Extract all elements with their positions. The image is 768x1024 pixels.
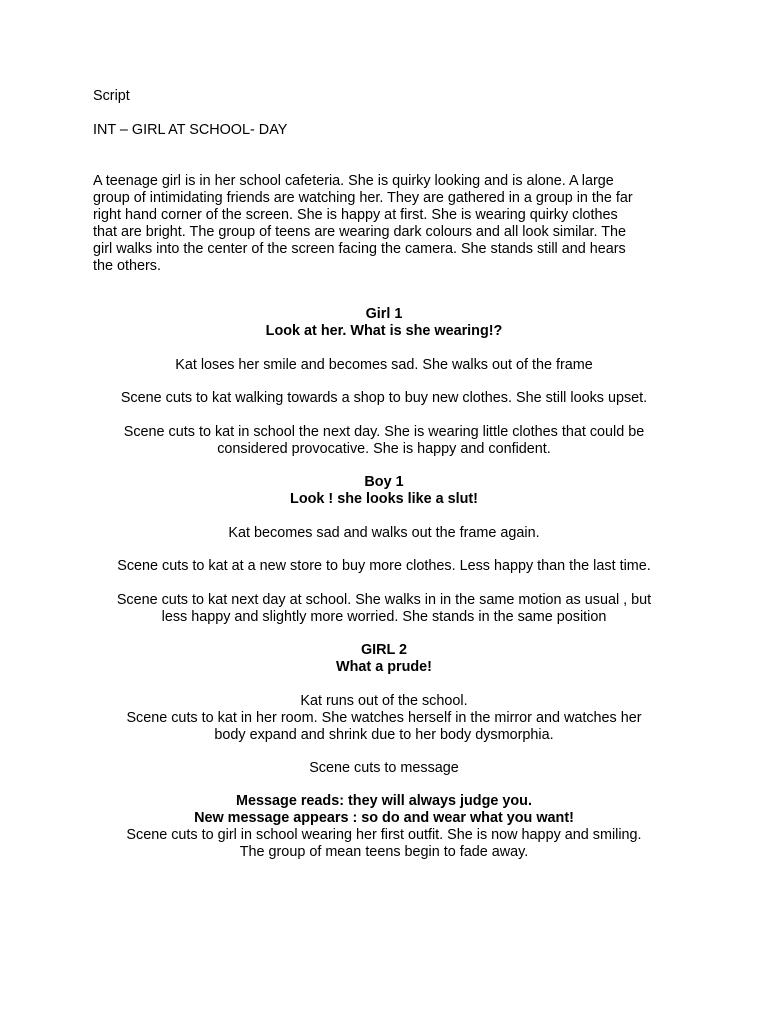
action-line: Scene cuts to kat in her room. She watches herself in the mirror and watches her bbox=[126, 710, 642, 726]
intro-line: the others. bbox=[93, 258, 161, 274]
dialogue-line: What a prude! bbox=[336, 659, 432, 675]
action-line: body expand and shrink due to her body dysmorphia. bbox=[214, 727, 554, 743]
intro-line: that are bright. The group of teens are wearing dark colours and all look similar. The bbox=[93, 224, 627, 240]
character-name: GIRL 2 bbox=[360, 642, 408, 658]
dialogue-line: Look ! she looks like a slut! bbox=[290, 491, 478, 507]
intro-line: A teenage girl is in her school cafeteria. She is quirky looking and is alone. A large bbox=[93, 173, 614, 189]
message-line: Message reads: they will always judge you. bbox=[236, 793, 532, 809]
intro-line: right hand corner of the screen. She is happy at first. She is wearing quirky clothes bbox=[93, 207, 618, 223]
character-name: Girl 1 bbox=[365, 306, 403, 322]
dialogue-girl1 bbox=[0, 306, 768, 340]
action-line: Scene cuts to girl in school wearing her first outfit. She is now happy and smiling. bbox=[126, 827, 642, 843]
action-line: The group of mean teens begin to fade away. bbox=[239, 844, 529, 860]
action-line: Scene cuts to kat in school the next day. She is wearing little clothes that could be bbox=[123, 424, 645, 440]
action-block bbox=[0, 424, 768, 458]
action-line: Scene cuts to message bbox=[309, 760, 459, 776]
dialogue-boy1 bbox=[0, 474, 768, 508]
intro-line: group of intimidating friends are watching her. They are gathered in a group in the far bbox=[93, 190, 633, 206]
document-heading: Script bbox=[93, 88, 130, 104]
message-line: New message appears : so do and wear what you want! bbox=[194, 810, 574, 826]
action-line: considered provocative. She is happy and confident. bbox=[217, 441, 551, 457]
dialogue-girl2 bbox=[0, 642, 768, 676]
intro-paragraph bbox=[93, 173, 693, 275]
action-line: Scene cuts to kat next day at school. She walks in in the same motion as usual , but bbox=[116, 592, 652, 608]
action-line: Kat becomes sad and walks out the frame again. bbox=[228, 525, 540, 541]
character-name: Boy 1 bbox=[364, 474, 404, 490]
action-line: Scene cuts to kat at a new store to buy more clothes. Less happy than the last time. bbox=[117, 558, 651, 574]
scene-heading: INT – GIRL AT SCHOOL- DAY bbox=[93, 122, 288, 138]
action-line: Kat loses her smile and becomes sad. She walks out of the frame bbox=[175, 357, 593, 373]
intro-line: girl walks into the center of the screen facing the camera. She stands still and hears bbox=[93, 241, 626, 257]
dialogue-line: Look at her. What is she wearing!? bbox=[265, 323, 503, 339]
action-line: less happy and slightly more worried. She stands in the same position bbox=[161, 609, 607, 625]
message-block bbox=[0, 793, 768, 861]
action-block bbox=[0, 592, 768, 626]
action-line: Scene cuts to kat walking towards a shop to buy new clothes. She still looks upset. bbox=[120, 390, 648, 406]
action-block bbox=[0, 693, 768, 744]
action-line: Kat runs out of the school. bbox=[300, 693, 468, 709]
